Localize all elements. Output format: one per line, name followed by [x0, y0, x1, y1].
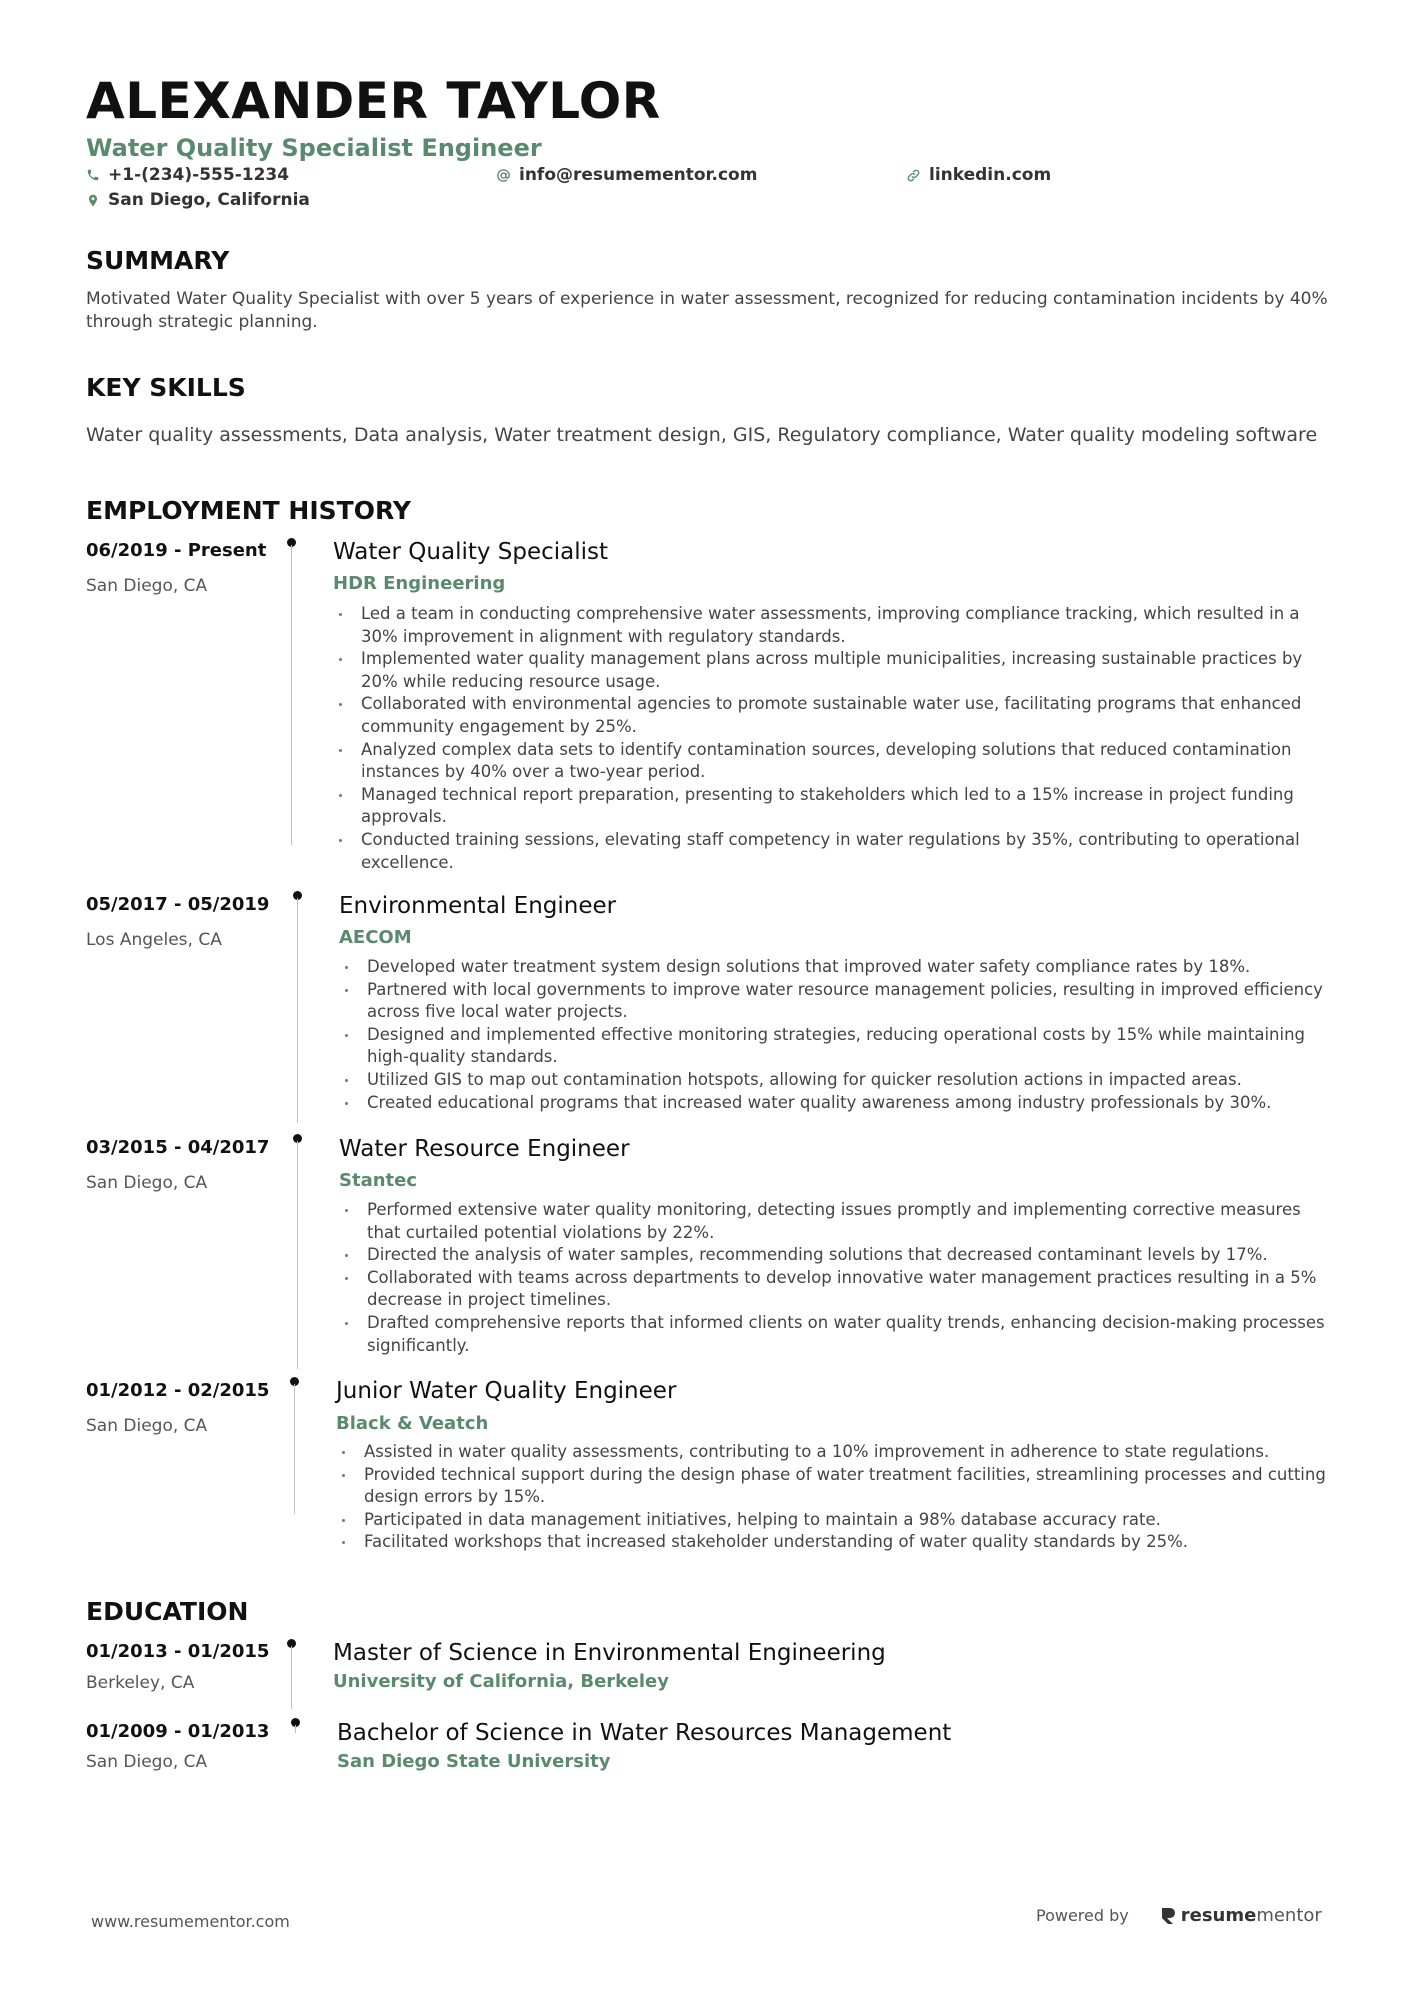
job-role: Junior Water Quality Engineer — [336, 1378, 677, 1404]
link-icon — [906, 168, 921, 183]
job-location: Los Angeles, CA — [86, 930, 222, 950]
education-location: San Diego, CA — [86, 1752, 208, 1772]
timeline-line — [294, 1384, 295, 1514]
list-item: Utilized GIS to map out contamination hotspots, allowing for quicker resolution actions in impacted areas. — [339, 1069, 1334, 1092]
education-dates: 01/2009 - 01/2013 — [86, 1721, 270, 1742]
contact-location — [86, 190, 310, 210]
location-pin-icon — [86, 193, 100, 208]
linkedin-text[interactable]: linkedin.com — [929, 165, 1052, 185]
job-bullets — [339, 956, 1334, 1114]
summary-heading: SUMMARY — [86, 246, 230, 275]
skills-text: Water quality assessments, Data analysis, Water treatment design, GIS, Regulatory compliance, Water quality modeling software — [86, 424, 1318, 446]
education-school: University of California, Berkeley — [333, 1671, 669, 1692]
list-item: Partnered with local governments to improve water resource management policies, resulting in improved efficiency across five local water projects. — [339, 979, 1334, 1024]
footer-website[interactable]: www.resumementor.com — [91, 1912, 290, 1931]
list-item: Directed the analysis of water samples, recommending solutions that decreased contaminant levels by 17%. — [339, 1244, 1334, 1267]
list-item: Implemented water quality management plans across multiple municipalities, increasing sustainable practices by 20% while reducing resource usage. — [333, 648, 1333, 693]
phone-icon — [86, 168, 100, 182]
job-bullets — [333, 603, 1333, 874]
job-dates: 01/2012 - 02/2015 — [86, 1380, 270, 1401]
brand-text-mentor: mentor — [1256, 1905, 1322, 1926]
job-location: San Diego, CA — [86, 576, 208, 596]
contact-linkedin[interactable] — [906, 165, 1051, 185]
phone-text: +1-(234)-555-1234 — [108, 165, 290, 185]
job-company: Black & Veatch — [336, 1413, 489, 1434]
list-item: Performed extensive water quality monitoring, detecting issues promptly and implementing corrective measures that curtailed potential violations by 22%. — [339, 1199, 1334, 1244]
education-school: San Diego State University — [337, 1751, 611, 1772]
job-dates: 06/2019 - Present — [86, 540, 267, 561]
timeline-line — [297, 898, 298, 1123]
list-item: Facilitated workshops that increased stakeholder understanding of water quality standards by 25%. — [336, 1531, 1336, 1554]
job-bullets — [339, 1199, 1334, 1357]
footer-powered — [1036, 1905, 1322, 1926]
contact-phone — [86, 165, 289, 185]
job-dates: 05/2017 - 05/2019 — [86, 894, 270, 915]
education-location: Berkeley, CA — [86, 1673, 195, 1693]
location-text: San Diego, California — [108, 190, 310, 210]
job-bullets — [336, 1441, 1336, 1554]
list-item: Drafted comprehensive reports that informed clients on water quality trends, enhancing decision-making processes significantly. — [339, 1312, 1334, 1357]
timeline-line — [295, 1725, 296, 1733]
job-dates: 03/2015 - 04/2017 — [86, 1137, 270, 1158]
list-item: Led a team in conducting comprehensive water assessments, improving compliance tracking, which resulted in a 30% improvement in alignment with regulatory standards. — [333, 603, 1333, 648]
list-item: Collaborated with environmental agencies to promote sustainable water use, facilitating programs that enhanced community engagement by 25%. — [333, 693, 1333, 738]
candidate-title: Water Quality Specialist Engineer — [86, 134, 542, 162]
list-item: Collaborated with teams across departments to develop innovative water management practices resulting in a 5% decrease in project timelines. — [339, 1267, 1334, 1312]
education-degree: Master of Science in Environmental Engineering — [333, 1640, 886, 1666]
brand-text-resume: resume — [1180, 1905, 1257, 1926]
list-item: Participated in data management initiatives, helping to maintain a 98% database accuracy rate. — [336, 1509, 1336, 1532]
education-dates: 01/2013 - 01/2015 — [86, 1641, 270, 1662]
job-company: Stantec — [339, 1170, 418, 1191]
employment-heading: EMPLOYMENT HISTORY — [86, 496, 411, 525]
resumementor-logo-icon — [1159, 1906, 1177, 1926]
candidate-name: ALEXANDER TAYLOR — [86, 72, 661, 130]
email-text[interactable]: info@resumementor.com — [519, 165, 758, 185]
brand-logo[interactable] — [1159, 1905, 1322, 1926]
list-item: Created educational programs that increased water quality awareness among industry professionals by 30%. — [339, 1092, 1334, 1115]
job-company: AECOM — [339, 927, 412, 948]
timeline-line — [297, 1141, 298, 1369]
job-location: San Diego, CA — [86, 1416, 208, 1436]
timeline-line — [291, 1646, 292, 1709]
at-icon — [496, 168, 511, 183]
list-item: Analyzed complex data sets to identify contamination sources, developing solutions that reduced contamination instances by 40% over a two-year period. — [333, 739, 1333, 784]
job-company: HDR Engineering — [333, 573, 506, 594]
job-role: Environmental Engineer — [339, 893, 617, 919]
list-item: Provided technical support during the design phase of water treatment facilities, streamlining processes and cutting design errors by 15%. — [336, 1464, 1336, 1509]
job-location: San Diego, CA — [86, 1173, 208, 1193]
powered-by-label: Powered by — [1036, 1906, 1129, 1925]
education-heading: EDUCATION — [86, 1597, 249, 1626]
list-item: Conducted training sessions, elevating staff competency in water regulations by 35%, contributing to operational excellence. — [333, 829, 1333, 874]
job-role: Water Quality Specialist — [333, 539, 609, 565]
list-item: Assisted in water quality assessments, contributing to a 10% improvement in adherence to state regulations. — [336, 1441, 1336, 1464]
contact-email[interactable] — [496, 165, 757, 185]
list-item: Developed water treatment system design solutions that improved water safety compliance rates by 18%. — [339, 956, 1334, 979]
education-degree: Bachelor of Science in Water Resources Management — [337, 1720, 952, 1746]
summary-text: Motivated Water Quality Specialist with over 5 years of experience in water assessment, recognized for reducing contamination incidents by 40% through strategic planning. — [86, 289, 1328, 332]
timeline-line — [291, 545, 292, 845]
list-item: Managed technical report preparation, presenting to stakeholders which led to a 15% increase in project funding approvals. — [333, 784, 1333, 829]
skills-heading: KEY SKILLS — [86, 373, 246, 402]
list-item: Designed and implemented effective monitoring strategies, reducing operational costs by 15% while maintaining high-quality standards. — [339, 1024, 1334, 1069]
job-role: Water Resource Engineer — [339, 1136, 630, 1162]
